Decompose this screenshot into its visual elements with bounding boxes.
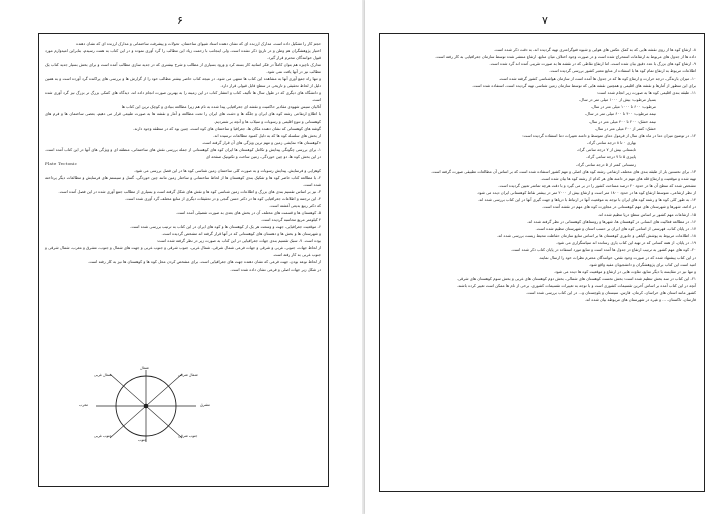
list-item: بهاری ۰ تا ۸ درجه سانتی گراد، <box>587 140 636 146</box>
left-page <box>0 0 362 514</box>
paragraph: مشخص شده که سطح آن ها در حدود ۲۰ درصد مساحت کشور را در بر می گیرد و با دقت هرچه تمامتر تعیین گردیده است. <box>498 182 696 188</box>
paragraph: تهیه شده و موقعیت و ارتفاع قله های مهم در دامنه های هر کدام از رشته کوه ها بیان شده است. <box>540 175 696 181</box>
page-number: ۶ <box>177 14 183 27</box>
paragraph: فارسان، تاکستان، ... و غیره در شهرستان های مربوطه بیان شده اند. <box>584 297 696 303</box>
paragraph: از نظر ارتفاعی، متوسط ارتفاع کوه ها در حدود ۱۸۰۰ متر است و ارتفاع بیش از ۲۰۰۰ متر در بیشتر نقاط کوهستانی ایران دیده می شود. <box>476 190 696 196</box>
compass-label-northwest: شمال غربی <box>94 373 112 377</box>
paragraph: با اطلاع ارتفاعی رشته کوه های ایران و جلگه ها و دشت های ایران را تحت مطالعه و آمار و نقشه ها به صورت طبیعی قرار می دهیم، بعضی ساختمان ها و فرم های کوهستانی و تنوع اقلیمی و رسوبات و سیلاب ها و آنچه بر شمردیم. <box>45 111 321 124</box>
paragraph: که دکتر ربیع بدیعی آغشته است. <box>269 203 321 209</box>
paragraph: در شکل زیر جهات اصلی و فرعی نشان داده شده است. <box>230 266 321 272</box>
paragraph: در این کتاب پیشنهاد شده که در صورت وجود نقص، خوانندگان محترم نظرات خود را ارسال نمایند. <box>538 254 696 260</box>
list-item: تابستانی بیش از ۷ درجه سانتی گراد، <box>576 147 636 153</box>
paragraph: ۱۴- به طور کلی کوه ها و رشته کوه های ایران با توجه به موقعیت آنها در ارتباط با دریاها و جهت گیری آنها در این کتاب بررسی شده اند. <box>477 197 696 203</box>
paragraph: و تنها نیز در مقایسه با دیگر منابع، تفاوت هایی در ارتفاع و موقعیت کوه ها دیده می شود. <box>553 268 696 274</box>
compass-label-south: جنوب <box>138 438 147 442</box>
paragraph: امید است این کتاب برای پژوهشگران و دانشجویان مفید واقع شود. <box>588 261 696 267</box>
paragraph: ۱۲- در توضیح میزان دما در ماه های سال از فرمول دمای متوسط و دامنه تغییرات دما استفاده گردیده است: <box>522 132 696 138</box>
paragraph: ۸- ارتفاع کوه ها از روی نقشه هایی که به کمک عکس های هوایی و شیوه فتوگرامتری تهیه گردیده اند، به دقت ذکر شده است. <box>493 47 696 52</box>
paragraph: کشور مانند استان های خراسان، کرمان، فارس، سیستان و بلوچستان و... در این کتاب بررسی شده است. <box>526 290 696 296</box>
right-body-text <box>388 46 696 304</box>
latin-term: Plate Tectonic <box>45 160 78 166</box>
paragraph: برای این منظور از آمارها و نقشه های اقلیمی و همچنین نقشه هایی که توسط سازمان زمین شناسی تهیه گردیده است، استفاده شده است. <box>472 82 696 88</box>
paragraph: از لحاظ جهات، جنوبی، غربی و شرقی و جهات فرعی شمال شرقی، شمال غربی، جنوب شرقی و جنوب غربی و جهت های شمال و جنوب، مشرق و مغرب، شمال شرقی و جنوب غربی به کار رفته است. <box>45 245 321 258</box>
paragraph: داده ها از جدول های مربوط به ارتفاعات استخراج شده است و در صورت وجود اختلاف میان منابع، ارتفاع منتشر شده توسط سازمان جغرافیایی به کار رفته است. <box>435 54 696 60</box>
compass-label-northeast: شمال شرقی <box>178 373 198 377</box>
compass-label-west: مغرب <box>79 403 89 407</box>
paragraph: ۴- این ترجمه و اطلاعات جغرافیایی کوه ها در دکتر حسن گنجی و در تحقیقات دیگری از منابع مختلف گرد آوری شده است. <box>125 196 321 202</box>
list-item: بسیار مرطوب: بیش از ۱۰۰۰ میلی متر در سال، <box>579 97 656 103</box>
paragraph: و دانشگاه های دیگری که در طول سال ها تألیف کتاب و انتشار کتاب در این زمینه را به بهترین صورت انجام داده اند، دیدگاه های کمکی بزرگ تر بزرگ نیز گرد آوری شده است. <box>45 90 321 103</box>
compass-label-southwest: جنوب غربی <box>94 434 112 438</box>
paragraph: ۱۳- برای نخستین بار از طبقه بندی های مختلف ارتفاعی رشته کوه های اصلی و مهم کشور استفاده شده است که بر اساس آن مطالعات تطبیقی صورت گرفته است. <box>431 168 696 174</box>
paragraph: «کوهستان ها» نمایشی زمین و مهم ترین ویژگی های آن قرار گرفته است. <box>201 139 321 145</box>
paragraph: در ادامه، شهرها و شهرستان های مهم کوهستانی در مجاورت کوه های مهم در نقشه آمده است. <box>542 204 696 210</box>
paragraph: ۹- ارتفاع کوه های بزرگ با عدد دقیق بیان شده است، اما ارتفاع نقاطی که در نقشه ها به صورت تقریبی آمده اند گرد شده است. <box>489 61 696 67</box>
paragraph: اختیار پژوهشگران هم وطن و در تاریخ ذکر نشده است، ولی اینجانب با زحمت زیاد این مطالب را گرد آوری نموده و در این کتاب به همت رسیدم، بنابراین امیدوارم مورد قبول خوانندگان محترم قرار گیرد. <box>45 48 321 61</box>
paragraph: ۱۵- ارتفاعات مهم کشور بر اساس سطح دریا تنظیم شده اند. <box>597 211 696 217</box>
right-page <box>365 0 727 514</box>
paragraph: و تنها راه جمع آوری آنها به مشاهده این کتاب ها منتهی می شود، در نتیجه کتاب حاضر بیشتر مطالب خود را از گزارش ها و بررسی های پراکنده گرد آورده است و به همین دلیل از لحاظ تحقیقی و تاریخی در سطح قابل قبولی قرار دارد. <box>45 76 321 89</box>
paragraph: گوشه های کوهستانی که نشان دهنده مکان ها، جغرافیا و ساختمان های کوه است، چنین بود که در منطقه وجود دارند. <box>133 125 321 131</box>
paragraph: ۴ کیلومتر مربع محاسبه گردیده است. <box>261 217 321 223</box>
paragraph: ۳- نیز بر اساس تقسیم بندی های بزرگ و اطلاعات زمین شناسی کوه ها و نقش های شکل گرفته است و بسیاری از مطالب جمع آوری شده در این فصل آمده است. <box>58 188 321 194</box>
paragraph: از بخش های سلسله کوه ها که به دلیل کمبود مطالعات نرسیده اند. <box>213 132 321 138</box>
paragraph: ۱۸- اطلاعات مربوط به پوشش گیاهی و جانوری کوهستان ها بر اساس منابع سازمان حفاظت محیط زیست بررسی شده اند. <box>496 233 696 239</box>
paragraph: ۱۶- در مطالعه فعالیت های انسانی در کوهستان ها، شهرها و روستاهای کوهستانی در نظر گرفته شده اند. <box>526 218 696 224</box>
list-item: نیمه خشک: ۲۰۰ تا ۴۰۰ میلی متر در سال، <box>588 118 656 124</box>
list-item: خشک: کمتر از ۲۰۰ میلی متر در سال، <box>594 125 656 131</box>
list-item: مرطوب: ۶۰۰ تا ۱۰۰۰ میلی متر در سال، <box>590 104 656 110</box>
paragraph: آنچه در این کتاب آمده بر اساس آخرین تقسیمات کشوری است و با توجه به تغییرات تقسیمات کشوری، برخی از نام ها ممکن است تغییر کرده باشند. <box>456 283 696 289</box>
page-frame <box>379 33 705 492</box>
list-item: پاییزی ۵ تا ۷ درجه سانتی گراد، <box>586 154 636 160</box>
paragraph: ۲- با مطالعه کتاب حاضر کوه ها و تفکیک بندی کوهستان ها از لحاظ ساختمانی و ساختار زمین مانند چین خوردگی، گسل و سیستم های فرسایش و مطالعات دیگر پرداخته شده است. <box>45 174 321 187</box>
compass-label-north: شمال <box>140 366 149 370</box>
compass-label-east: مشرق <box>200 403 210 407</box>
paragraph: حجم کار را تشکیل داده است، مدارک ارزنده ای که نشان دهنده استاد شیوای ساختمان، تحولات و پیشرفت ساختمانی و مدارک ارزنده ای که نشان دهنده <box>76 41 321 46</box>
list-item: زمستانی کمتر از ۵ درجه سانتی گراد، <box>575 161 636 167</box>
paragraph: بوده است. ۷- سبک تقسیم بندی جهات جغرافیایی در این کتاب به صورت زیر در نظر گرفته شده است: <box>156 238 321 244</box>
list-item: نیمه مرطوب: ۴۰۰ تا ۶۰۰ میلی متر در سال، <box>585 111 656 117</box>
paragraph: ۱۹- در پایان، از همه کسانی که در تهیه این کتاب یاری رسانده اند سپاسگزاری می شود. <box>555 240 696 246</box>
paragraph: ۲۰- کوه های مهم کشور به ترتیب ارتفاع در جدول ها آمده است و منابع مورد استفاده در پایان کتاب ذکر شده است. <box>510 247 696 253</box>
paragraph: ۵- کوهستان ها و قسمت های مختلف آن در بخش های بعدی به صورت تفصیلی آمده است. <box>175 210 321 216</box>
paragraph: کوهزایی و فرسایش، پیدایش رسوبات و به صورت کلی ساختمان زمین شناسی کوه ها در این فصل بررسی می شود. <box>133 167 321 173</box>
paragraph: ۱۱- طبقه بندی اقلیمی کوه ها به صورت زیر انجام شده است: <box>596 89 696 95</box>
paragraph: مدارک ناچیزه هم بتوان کاملاً در فکر اساتید کار بسته کرد و ورود بسیاری از مطالب و شرح بیشتری که در جدید سازی مطالب آمده است و برای بخش بسیار جدید کتاب یک مطالب نیز در آنها یافت نمی شود. <box>45 62 321 75</box>
paragraph: و شهرستان ها و بخش ها و دهستان های کوهستانی که در آنها قرار گرفته اند مشخص گردیده است. <box>161 231 321 237</box>
compass-label-southeast: جنوب شرقی <box>178 434 198 438</box>
paragraph: از لحاظ نوعه بودن، جهت فرعی که نشان دهنده جهت های جغرافیایی است، برای مشخص کردن محل کوه ها و کوهستان ها نیز به کار رفته است. <box>87 259 321 265</box>
paragraph: ۱۷- در پایان کتاب، فهرستی از اسامی کوه های ایران بر حسب استان و شهرستان تنظیم شده است. <box>535 225 696 231</box>
compass-center <box>144 404 149 409</box>
left-body-text <box>45 40 321 273</box>
paragraph: ۱- برای بررسی چگونگی پیدایش و تکامل کوهستان ها ایران کوه های کوهستانی از جمله بررسی نقش های ساختمانی، منطقه ای و ویژگی های آنها در این کتاب آمده است. در این بخش کوه ها، دو چین خوردگی، زمین ساخت و تکتونیک صفحه ای <box>45 146 321 159</box>
page-number: ۷ <box>542 14 548 27</box>
paragraph: آتالیان سیس شهودی مقادیر حاکمیت و نقشه ای جغرافیایی پیدا شده به نام هم زیرا مطالعه بنیادی و کوچک ترین این کتاب ها <box>121 104 321 110</box>
compass-diagram <box>66 366 226 444</box>
paragraph: ۱۰- میزان بارندگی، درجه حرارت و ارتفاع کوه ها که در جدول ها آمده است از سازمان هواشناسی کشور گرفته شده است. <box>498 75 696 81</box>
paragraph: اطلاعات مربوط به ارتفاع تمام کوه ها با استفاده از منابع معتبر کشور بررسی گردیده است. <box>549 68 696 74</box>
paragraph: ۲۱- این کتاب در سه بخش تنظیم شده است: بخش نخست کوهستان های شمالی، بخش دوم کوهستان های غربی و بخش سوم کوهستان های شرقی. <box>456 276 696 281</box>
paragraph: ۶- موقعیت جغرافیایی، جهت و وسعت هر یک از کوهستان ها و کوه های ایران در این کتاب به ترتیب بررسی شده است. <box>130 224 321 230</box>
